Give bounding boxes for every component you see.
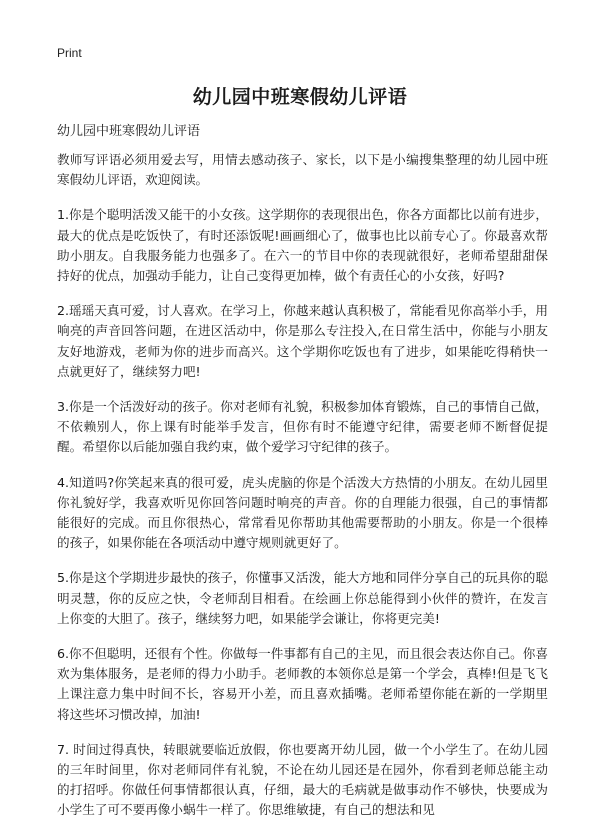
article-subtitle: 幼儿园中班寒假幼儿评语 <box>57 124 201 139</box>
article-body <box>57 150 548 828</box>
intro-paragraph: 教师写评语必须用爱去写，用情去感动孩子、家长，以下是小编搜集整理的幼儿园中班寒假幼儿评语，欢迎阅读。 <box>57 152 548 188</box>
comment-paragraph-5: 5.你是这个学期进步最快的孩子，你懂事又活泼，能大方地和同伴分享自己的玩具你的聪明灵慧，你的反应之快，令老师刮目相看。在绘画上你总能得到小伙伴的赞许，在发言上你变的大胆了。孩子，继续努力吧，如果能学会谦让，你将更完美! <box>57 570 548 626</box>
page-title: 幼儿园中班寒假幼儿评语 <box>192 86 408 108</box>
comment-paragraph-7: 7. 时间过得真快，转眼就要临近放假，你也要离开幼儿园，做一个小学生了。在幼儿园的三年时间里，你对老师同伴有礼貌，不论在幼儿园还是在园外，你看到老师总能主动的打招呼。你做任何事情都很认真，仔细，最大的毛病就是做事动作不够快，快要成为小学生了可不要再像小蜗牛一样了。你思维敏捷，有自己的想法和见 <box>57 741 548 818</box>
comment-paragraph-1: 1.你是个聪明活泼又能干的小女孩。这学期你的表现很出色，你各方面都比以前有进步，最大的优点是吃饭快了，有时还添饭呢!画画细心了，做事也比以前专心了。你最喜欢帮助小朋友。自我服务能力也强多了。在六一的节目中你的表现就很好，老师希望甜甜保持好的优点，加强动手能力，让自己变得更加棒，做个有责任心的小女孩，好吗? <box>57 207 548 284</box>
comment-paragraph-3: 3.你是一个活泼好动的孩子。你对老师有礼貌，积极参加体育锻炼，自己的事情自己做，不依赖别人，你上课有时能举手发言，但你有时不能遵守纪律，需要老师不断督促提醒。希望你以后能加强自我约束，做个爱学习守纪律的孩子。 <box>57 399 548 455</box>
comment-paragraph-2: 2.瑶瑶天真可爱，讨人喜欢。在学习上，你越来越认真积极了，常能看见你高举小手，用响亮的声音回答问题，在进区活动中，你是那么专注投入,在日常生活中，你能与小朋友友好地游戏，老师为你的进步而高兴。这个学期你吃饭也有了进步，如果能吃得稍快一点就更好了，继续努力吧! <box>57 303 548 379</box>
print-link[interactable]: Print <box>57 46 82 60</box>
comment-paragraph-6: 6.你不但聪明，还很有个性。你做每一件事都有自己的主见，而且很会表达你自己。你喜欢为集体服务，是老师的得力小助手。老师教的本领你总是第一个学会，真棒!但是飞飞上课注意力集中时间不长，容易开小差，而且喜欢插嘴。老师希望你能在新的一学期里将这些坏习惯改掉，加油! <box>57 646 548 722</box>
comment-paragraph-4: 4.知道吗?你笑起来真的很可爱，虎头虎脑的你是个活泼大方热情的小朋友。在幼儿园里你礼貌好学，我喜欢听见你回答问题时响亮的声音。你的自理能力很强，自己的事情都能很好的完成。而且你很热心，常常看见你帮助其他需要帮助的小朋友。你是一个很棒的孩子，如果你能在各项活动中遵守规则就更好了。 <box>57 474 548 551</box>
